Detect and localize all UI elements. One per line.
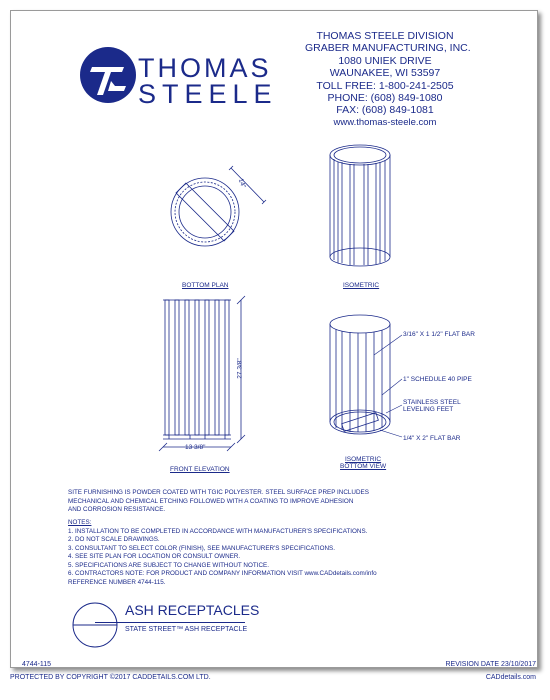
note-item: 6. CONTRACTORS NOTE: FOR PRODUCT AND COMPANY INFORMATION VISIT www.CADdetails.com/info	[68, 570, 377, 577]
reference-number: 4744-115	[22, 661, 52, 668]
revision-date: REVISION DATE 23/10/2017	[445, 661, 536, 668]
company-division: THOMAS STEELE DIVISION	[316, 30, 454, 42]
note-item: 4. SEE SITE PLAN FOR LOCATION OR CONSULT OWNER.	[68, 553, 241, 560]
logo-line-2: STEELE	[138, 79, 278, 109]
height-dimension: 27 3/8"	[236, 358, 244, 379]
company-phone: PHONE: (608) 849-1080	[327, 92, 443, 105]
note-item: 5. SPECIFICATIONS ARE SUBJECT TO CHANGE WITHOUT NOTICE.	[68, 561, 269, 569]
label-front-elevation: FRONT ELEVATION	[170, 466, 230, 473]
label-isometric-bottom-line2: BOTTOM VIEW	[340, 463, 387, 470]
specification-text	[68, 489, 428, 515]
notes-heading: NOTES:	[68, 519, 92, 526]
company-street: 1080 UNIEK DRIVE	[338, 54, 432, 67]
note-item: REFERENCE NUMBER 4744-115.	[68, 578, 166, 586]
drawing-subtitle: STATE STREET™ ASH RECEPTACLE	[125, 626, 248, 633]
drawing-title: ASH RECEPTACLES	[125, 602, 260, 618]
note-item: 2. DO NOT SCALE DRAWINGS.	[68, 536, 160, 543]
callout-pipe: 1" SCHEDULE 40 PIPE	[403, 376, 472, 383]
notes-block	[68, 519, 448, 587]
isometric-drawing	[320, 135, 400, 275]
callout-flat-bar-small: 1/4" X 2" FLAT BAR	[403, 435, 461, 442]
company-parent: GRABER MANUFACTURING, INC.	[305, 42, 471, 55]
title-symbol	[70, 600, 120, 650]
label-isometric: ISOMETRIC	[343, 282, 380, 289]
copyright-notice: PROTECTED BY COPYRIGHT ©2017 CADDETAILS.COM LTD.	[10, 674, 211, 681]
label-bottom-plan: BOTTOM PLAN	[182, 282, 229, 289]
caddetails-link[interactable]: CADdetails.com	[485, 674, 536, 681]
width-dimension: 13 3/8"	[185, 444, 206, 451]
callout-leveling-feet	[403, 399, 461, 413]
spec-line-1: SITE FURNISHING IS POWDER COATED WITH TGIC POLYESTER. STEEL SURFACE PREP INCLUDES	[68, 489, 369, 496]
label-isometric-bottom-line1: ISOMETRIC	[344, 456, 382, 463]
thomas-steele-logo-mark	[78, 45, 138, 105]
callout-leaders	[360, 325, 420, 445]
callout-feet-line1: STAINLESS STEEL	[403, 399, 461, 406]
note-item: 1. INSTALLATION TO BE COMPLETED IN ACCORDANCE WITH MANUFACTURER'S SPECIFICATIONS.	[68, 527, 368, 535]
company-tollfree: TOLL FREE: 1-800-241-2505	[316, 79, 454, 92]
callout-flat-bar: 3/16" X 1 1/2" FLAT BAR	[403, 331, 475, 338]
spec-line-3: AND CORROSION RESISTANCE.	[68, 506, 166, 513]
company-info	[305, 30, 471, 129]
title-underline	[95, 622, 245, 623]
company-city: WAUNAKEE, WI 53597	[329, 67, 441, 80]
spec-line-2: MECHANICAL AND CHEMICAL ETCHING FOLLOWED WITH A COATING TO IMPROVE ADHESION	[68, 497, 354, 505]
note-item: 3. CONSULTANT TO SELECT COLOR (FINISH), SEE MANUFACTURER'S SPECIFICATIONS.	[68, 544, 335, 552]
company-fax: FAX: (608) 849-1081	[336, 104, 434, 117]
company-website[interactable]: www.thomas-steele.com	[333, 116, 437, 128]
logo-wordmark	[138, 55, 278, 107]
bottom-plan-drawing	[160, 160, 280, 270]
logo-line-1: THOMAS	[138, 53, 272, 83]
callout-feet-line2: LEVELING FEET	[403, 406, 454, 413]
diameter-dimension: 14"	[236, 177, 247, 190]
label-isometric-bottom	[340, 456, 386, 470]
front-elevation-drawing	[155, 295, 275, 455]
